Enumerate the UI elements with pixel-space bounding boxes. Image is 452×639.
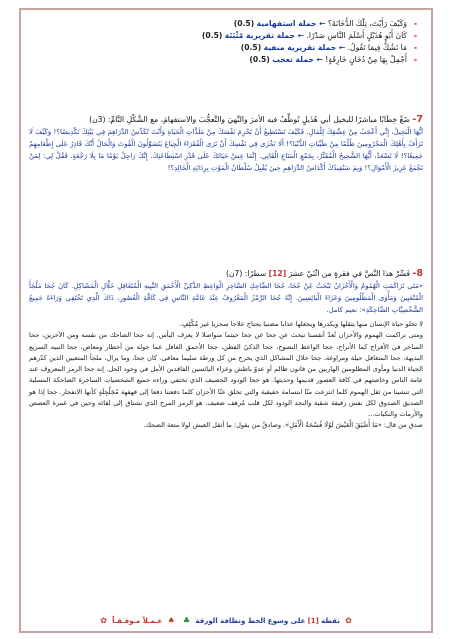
bullet-score: (0.5) — [233, 19, 255, 28]
footer-note-start: نقطة — [321, 617, 340, 625]
question-prompt: فَسِّرْ هذا النَّصَّ في فقرةٍ من اثْنَيْ عشرَ — [288, 269, 410, 278]
bullet-score: (0.5) — [240, 43, 262, 52]
question-8-heading — [29, 268, 423, 280]
list-item: - أَجْمِلْ بِهَا مِنْ دُخَانٍ خَارِقَةٍ! ← جملة تعجب (0.5) — [249, 55, 417, 64]
question-number: 8- — [412, 268, 423, 279]
flower-icon: ✿ — [345, 616, 352, 625]
line-count: [12] — [268, 269, 287, 278]
quoted-text: «مَتَى تَرَاكَمَتِ الْهُمُومُ وَالْأَحْزَانُ تَبْحَثُ عَنْ جُحَا، جُحَا الضَّاحِكِ السَّاخِرِ الْوَاعِظِ الذَّكِيِّ الْأَحْمَقِ النَّبِيهِ الْمُتَغَافِلِ خَلَّالِ الْمَشَاكِلِ. كَانَ جُحَا مَلْجَأَ الْمُتْعَبِينَ وَمَأْوَى الْمَظْلُومِينَ وَعَزَاءَ الْيَائِسِينَ. إِنَّهُ جُحَا الرَّمْزُ الْمَعْرُوفُ عِنْدَ عَامَّةِ النَّاسِ فِي كَافَّةِ الْعُصُورِ، ذَاكَ الَّذِي تَخْتَفِي وَرَاءَهُ جَمِيعُ الشَّخْصِيَّاتِ الضَّاحِكَةِ»: نعيم كامل. — [29, 282, 423, 315]
question-7-answer: أيُّهَا الْبَخِيلُ، إِنِّي أَعْجَبُ مِنْ عِشْقِكَ لِلْمَالِ. فَكَيْفَ تَسْتَطِيعُ أَنْ تَحْرِمَ نَفْسَكَ مِنْ مَلَذَّاتِ الْحَيَاةِ وَأَنْتَ تُكَدِّسُ الدَّرَاهِمَ فِي بَيْتِكَ تَكْدِيسًا؟! وَكَيْفَ لَا تَرَأَفُ بِأَهْلِكَ الْمَحْرُومِينَ ظُلْمًا مِنْ طَيِّبَاتِ الدُّنْيَا؟! أَلَا تَخْزَى فِي نَفْسِكَ أَنْ تَرَى الْفُقَرَاءَ الْجِيَاعَ يَتَسَوَّلُونَ الْقُوتَ وَالْحَالُ أَنَّكَ قَادِرٌ عَلَى إِطْعَامِهِمْ جَمِيعًا؟! لَا تَسْعَدْ، أَيُّهَا الشَّحِيحُ الْمُقَتِّرُ، بِجَمْعِ الْمَتَاعِ الْفَانِي. إِنَّمَا عِشْ حَيَاتَكَ عَلَى قَدْرِ اسْتِطَاعَتِكَ. إِنَّكَ رَاحِلٌ يَوْمًا مَا بِلَا رَجْعَةٍ. فَقُلْ لِي: لِمَنْ تَجْمَعُ عَزِيزَ الْأَمْوَالِ؟! وَبِمَ سَتُفِيدُكَ أَكْدَاسُ الدَّرَاهِمِ حِينَ يُقْبِلُ سُلْطَانُ الْمَوْتِ بِرِدَائِهِ الْخَالِدِ؟! — [29, 128, 423, 173]
bullet-sentence: وَكَيْفَ رَأَيْتَ، تِلْكَ الدُّخَانَةَ؟ — [327, 19, 407, 28]
arrow-icon: ← — [336, 43, 346, 52]
bullet-note: جملة تعجب — [272, 55, 314, 64]
bullet-score: (0.5) — [201, 31, 223, 40]
bullet-sentence: كَانَ أَبُو هُذَيْلٍ أَسْلَمَ النَّاسِ صَدْرًا. — [306, 31, 407, 40]
bullet-note: جملة تقريرية منفية — [263, 43, 337, 52]
bullet-note: جملة تقريرية مُثْبَتَة — [224, 31, 296, 40]
question-8 — [29, 268, 423, 431]
answer-conclusion: صدق من قال: «مَا أَضْيَقَ الْعَيْشَ لَوْلَا فُسْحَةُ الْأَمَلِ». وصادقٌ من يقول: ما أثقل العيش لولا متعة الضحك. — [143, 421, 423, 430]
bullet-sentence: مَا تَشُكُّ فِيمَا تَقُولُ. — [347, 43, 407, 52]
footer-note: على وسوع الخط ونظافة الورقة — [195, 617, 306, 625]
answer-intro: لا تخلو حياة الإنسان منها يثقلها ويكدرها ويجعلها عذابا مضنيا يحتاج علاجا سحريا غير مُكْلِفٍ. — [179, 320, 423, 329]
clover-icon: ♣ — [182, 616, 191, 625]
answer-body: ومتى تراكمت الهموم والأحزان تُعدّ أنفسنا تبحث عن جحا عن جحا حيثما متواصلا لا يعرف اليأس. إنه جحا الضاحك من نفسه ومن الآخرين، جحا الساخر في الأفراح كما الأتراح، جحا الواعظ النصوح، جحا الذكيّ الفطن، جحا الأحمق الغافل عما حوله من أخطار ومعاص، جحا النبيه السريع البديهة، جحا المتغافل حيلة ومراوغة، جحا خلال المشاكل الذي يخرج من كل ورطة سليما معافى. كان جحا، وما يزال، ملجأ المتعبين الذين كدّرهم الحياة الدنيا ومأوى المظلومين الهاربين من قانون ظالم أو عدوّ باطش وعزاء اليائسين الفاقدين الأمل في وجود الحل. إنه جحا الرمز المعروف عند عامة الناس وخاصتهم في كافة العصور قديمها وحديثها. هو جحا الودود الحصيف الذي تختفي وراءه جميع الشخصيات الساخرة الضاحكة المسلية التي تنشينا من ثقل الهموم كلما انتزعت منّا ابتسامة حقيقية والتي تخلق عنّا الأحزان كلما دفعتنا دفعا إلى قهقهة مُجَلْجِلَةٍ كأنها الانفجار. جحا إذا هو الصديق الصدوق لكل نفس رقيقة شقية والنجد الودود لكل قلب مُرهف ضعيف. هو الرمز المرح الذي نشتاق إلى لقائه وحين في غمرة العصص والأزمات والنكبات... — [29, 331, 423, 418]
flower-icon: ✿ — [100, 616, 107, 625]
list-item: - مَا تَشُكُّ فِيمَا تَقُولُ. ← جملة تقريرية منفية (0.5) — [240, 43, 417, 52]
bullet-score: (0.5) — [249, 55, 270, 64]
list-item: - كَانَ أَبُو هُذَيْلٍ أَسْلَمَ النَّاسِ صَدْرًا. ← جملة تقريرية مُثْبَتَة (0.5) — [201, 31, 417, 40]
list-item: - وَكَيْفَ رَأَيْتَ، تِلْكَ الدُّخَانَةَ؟ ← جملة استفهامية (0.5) — [233, 19, 417, 28]
question-prompt: صُغْ خِطَابًا مباشرًا للبخيل أبي هُذَيلٍ تُوظِّفُ فيه الأمرَ والنَّهيَ والتَّعجُّبَ والاستفهامَ، مع الشَّكْلِ التَّامِّ: (3ن) — [89, 115, 410, 124]
question-number: 7- — [412, 114, 423, 125]
question-7 — [29, 114, 423, 174]
bullet-sentence: أَجْمِلْ بِهَا مِنْ دُخَانٍ خَارِقَةٍ! — [325, 55, 407, 64]
bullet-note: جملة استفهامية — [256, 19, 317, 28]
arrow-icon: ← — [313, 55, 323, 64]
bullet-list — [37, 18, 417, 66]
exam-page — [19, 8, 433, 633]
question-7-heading — [29, 114, 423, 126]
footer-wish: عـمـلاً مـوفـقـاً — [112, 617, 163, 625]
arrow-icon: ← — [316, 19, 326, 28]
spade-icon: ♠ — [167, 616, 175, 625]
question-prompt-end: سطرًا: (7ن) — [225, 269, 267, 278]
footer-point-count: [1] — [307, 617, 319, 625]
footer — [21, 614, 431, 628]
arrow-icon: ← — [295, 31, 305, 40]
